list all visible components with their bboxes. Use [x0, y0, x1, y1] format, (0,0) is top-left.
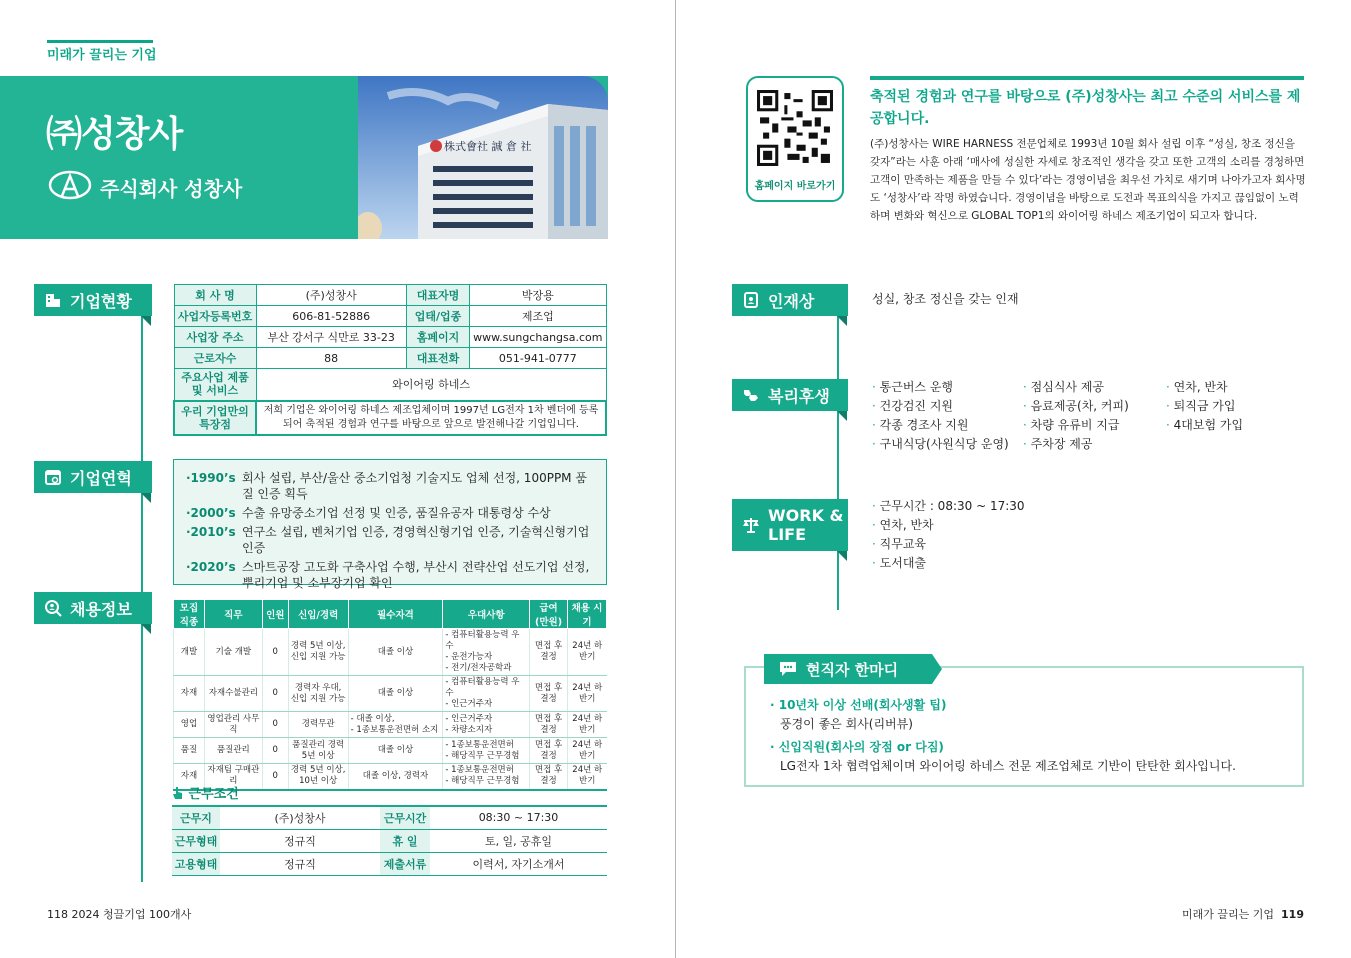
table-row	[174, 327, 606, 348]
tag-fold	[837, 316, 847, 326]
building-photo	[358, 76, 608, 239]
history-item	[186, 505, 594, 521]
answer-1: 풍경이 좋은 회사(리버뷰)	[780, 717, 913, 731]
hiring-cell: 경력 5년 이상, 신입 지원 가능	[288, 629, 348, 676]
table-row	[174, 369, 606, 401]
intro-body: (주)성창사는 WIRE HARNESS 전문업체로 1993년 10월 회사 설립 이후 “성실, 창조 정신을 갖자”라는 사훈 아래 ‘매사에 성실한 자세로 창조적인 생각을 갖고 또한 고객의 소리를 경청하면 고객이 만족하는 제품을 만들 수 있다’라는 경영이념을 최우선 가치로 새기며 나아가고자 회사명도 ‘성창사’라 작명 하였습니다. 경영이념을 바탕으로 도전과 목표의식을 가지고 끊임없이 노력하며 변화와 혁신으로 GLOBAL TOP1의 와이어링 하네스 제조기업이 되고자 합니다.	[870, 138, 1306, 222]
history-item	[186, 470, 594, 502]
page-number: 119	[1281, 908, 1304, 921]
cond-value: 정규직	[220, 852, 380, 875]
table-row	[172, 852, 607, 875]
hiring-cell: 면접 후 결정	[530, 676, 568, 712]
info-value: 051-941-0777	[470, 348, 606, 369]
table-row	[174, 401, 606, 435]
scale-icon	[742, 516, 760, 534]
hiring-cell: 대졸 이상, 경력자	[348, 764, 443, 790]
column-header: 신입/경력	[288, 600, 348, 629]
hiring-cell: 경력자 우대, 신입 지원 가능	[288, 676, 348, 712]
employee-voice-tag	[764, 654, 932, 684]
list-item: · 차량 유류비 지급	[1023, 418, 1120, 432]
history-text: 스마트공장 고도화 구축사업 수행, 부산시 전략산업 선도기업 선정, 뿌리기업 및 소부장기업 확인	[242, 560, 590, 590]
table-row	[174, 738, 607, 764]
hiring-cell: 자재수불관리	[204, 676, 262, 712]
conditions-table	[172, 805, 607, 876]
table-row	[174, 348, 606, 369]
hiring-cell: 0	[262, 629, 288, 676]
history-year: ·2010’s	[186, 525, 236, 539]
section-status-tag	[34, 284, 152, 316]
info-value: 606-81-52886	[256, 306, 406, 327]
welfare-col-2	[1023, 378, 1129, 454]
hiring-header-row	[174, 600, 607, 629]
intro-rule	[870, 76, 1304, 80]
cond-value: 정규직	[220, 829, 380, 852]
info-label: 주요사업 제품 및 서비스	[174, 369, 256, 401]
cond-value: 08:30 ~ 17:30	[430, 806, 607, 829]
history-text: 연구소 설립, 벤처기업 인증, 경영혁신형기업 인증, 기술혁신형기업 인증	[242, 525, 590, 555]
hiring-cell: 경력무관	[288, 712, 348, 738]
info-value: 88	[256, 348, 406, 369]
section-welfare-label: 복리후생	[768, 386, 830, 406]
question-1: · 10년차 이상 선배(회사생활 팁)	[770, 698, 947, 712]
calendar-icon	[44, 468, 62, 486]
table-row	[172, 829, 607, 852]
question-2: · 신입직원(회사의 장점 or 다짐)	[770, 740, 944, 754]
tag-fold	[141, 493, 151, 503]
hiring-cell: 24년 하반기	[568, 676, 607, 712]
hiring-cell: 24년 하반기	[568, 712, 607, 738]
hiring-cell: 0	[262, 676, 288, 712]
company-hero	[0, 76, 608, 239]
table-row	[174, 285, 606, 306]
cond-label: 휴 일	[380, 829, 430, 852]
person-search-icon	[44, 599, 62, 617]
talent-text: 성실, 창조 정신을 갖는 인재	[872, 292, 1019, 306]
history-text: 수출 유망중소기업 선정 및 인증, 품질유공자 대통령상 수상	[242, 506, 551, 520]
company-info-table	[173, 284, 607, 436]
info-label: 사업자등록번호	[174, 306, 256, 327]
hiring-cell: - 인근거주자 - 차량소지자	[443, 712, 530, 738]
hiring-cell: 품질관리	[204, 738, 262, 764]
hiring-cell: 품질관리 경력 5년 이상	[288, 738, 348, 764]
info-label: 회 사 명	[174, 285, 256, 306]
worklife-item: 도서대출	[879, 556, 927, 570]
info-label: 대표전화	[406, 348, 469, 369]
building-icon	[44, 291, 62, 309]
section-welfare-tag	[732, 379, 848, 411]
answer-2: LG전자 1차 협력업체이며 와이어링 하네스 전문 제조업체로 기반이 탄탄한 회사입니다.	[780, 759, 1236, 773]
tag-fold	[837, 551, 847, 561]
list-item: · 퇴직금 가입	[1166, 399, 1236, 413]
speech-bubble-icon	[778, 660, 798, 678]
employee-voice-label: 현직자 한마디	[806, 660, 899, 679]
qr-label[interactable]: 홈페이지 바로가기	[754, 181, 836, 192]
section-hiring-tag	[34, 592, 152, 624]
cond-label: 근무지	[172, 806, 220, 829]
list-item: · 건강검진 지원	[872, 399, 954, 413]
hiring-cell: 0	[262, 764, 288, 790]
worklife-list	[872, 497, 1025, 573]
list-item: · 음료제공(차, 커피)	[1023, 399, 1129, 413]
section-history-tag	[34, 461, 152, 493]
worklife-label	[768, 506, 844, 544]
hiring-cell: 대졸 이상	[348, 676, 443, 712]
hiring-cell: 면접 후 결정	[530, 764, 568, 790]
company-name: ㈜성창사	[46, 114, 183, 155]
list-item: · 직무교육	[872, 537, 927, 551]
hiring-cell: 24년 하반기	[568, 738, 607, 764]
page-footer-right	[1182, 906, 1304, 922]
hiring-cell: 영업	[174, 712, 205, 738]
cond-value: (주)성창사	[220, 806, 380, 829]
section-history-label: 기업연혁	[70, 468, 132, 488]
hiring-cell: 면접 후 결정	[530, 712, 568, 738]
hiring-cell: - 대졸 이상, - 1종보통운전면허 소지	[348, 712, 443, 738]
welfare-col-3	[1166, 378, 1243, 435]
info-label: 우리 기업만의 특장점	[174, 401, 256, 435]
section-talent-tag	[732, 284, 848, 316]
company-subname: 주식회사 성창사	[100, 177, 243, 201]
timeline-line	[837, 316, 839, 610]
table-row	[174, 712, 607, 738]
history-item	[186, 559, 594, 591]
conditions-title	[172, 783, 239, 802]
intro-title: 축적된 경험과 연구를 바탕으로 (주)성창사는 최고 수준의 서비스를 제공합니다.	[870, 89, 1301, 127]
list-item: · 구내식당(사원식당 운영)	[872, 437, 1009, 451]
history-year: ·2000’s	[186, 506, 236, 520]
history-year: ·2020’s	[186, 560, 236, 574]
info-value: (주)성창사	[256, 285, 406, 306]
welfare-item: 4대보험 가입	[1173, 418, 1244, 432]
info-label: 사업장 주소	[174, 327, 256, 348]
hiring-body	[174, 629, 607, 790]
cond-value: 이력서, 자기소개서	[430, 852, 607, 875]
hiring-cell: - 컴퓨터활용능력 우수 - 운전가능자 - 전기/전자공학과	[443, 629, 530, 676]
history-item	[186, 524, 594, 556]
history-text: 회사 설립, 부산/울산 중소기업청 기술지도 업체 선정, 100PPM 품질 인증 획득	[242, 471, 587, 501]
column-header: 모집 직종	[174, 600, 205, 629]
list-item: · 통근버스 운행	[872, 380, 954, 394]
tag-fold	[141, 316, 151, 326]
welfare-col-1	[872, 378, 1009, 454]
hiring-cell: 기술 개발	[204, 629, 262, 676]
hiring-cell: 0	[262, 738, 288, 764]
cond-label: 제출서류	[380, 852, 430, 875]
hiring-cell: 대졸 이상	[348, 629, 443, 676]
info-value: 부산 강서구 식만로 33-23	[256, 327, 406, 348]
welfare-item: 음료제공(차, 커피)	[1030, 399, 1129, 413]
cond-label: 근무시간	[380, 806, 430, 829]
column-header: 채용 시기	[568, 600, 607, 629]
column-header: 필수자격	[348, 600, 443, 629]
hiring-cell: 자재팀 구매관리	[204, 764, 262, 790]
footer-text: 미래가 끌리는 기업	[1182, 908, 1275, 921]
list-item: · 근무시간 : 08:30 ~ 17:30	[872, 499, 1025, 513]
tag-fold	[141, 624, 151, 634]
section-status-label: 기업현황	[70, 291, 132, 311]
cond-value: 토, 일, 공휴일	[430, 829, 607, 852]
cond-label: 근무형태	[172, 829, 220, 852]
hiring-cell: 개발	[174, 629, 205, 676]
history-year: ·1990’s	[186, 471, 236, 485]
table-row	[172, 806, 607, 829]
worklife-item: 직무교육	[879, 537, 927, 551]
info-value: 와이어링 하네스	[256, 369, 606, 401]
welfare-item: 점심식사 제공	[1030, 380, 1105, 394]
welfare-item: 구내식당(사원식당 운영)	[879, 437, 1009, 451]
tag-arrow	[932, 654, 942, 684]
tag-fold	[837, 411, 847, 421]
info-label: 근로자수	[174, 348, 256, 369]
hiring-cell: - 1종보통운전면허 - 해당직무 근무경험	[443, 738, 530, 764]
welfare-item: 통근버스 운행	[879, 380, 954, 394]
hand-pointer-icon	[172, 786, 184, 800]
right-page	[676, 0, 1351, 958]
column-header: 급여 (만원)	[530, 600, 568, 629]
page-footer-left: 118 2024 청끌기업 100개사	[47, 908, 192, 921]
list-item: · 주차장 제공	[1023, 437, 1093, 451]
handshake-icon	[742, 386, 760, 404]
hiring-cell: 품질	[174, 738, 205, 764]
worklife-item: 연차, 반차	[879, 518, 934, 532]
section-talent-label: 인재상	[768, 291, 815, 311]
conditions-title-text: 근무조건	[188, 787, 239, 802]
section-worklife-tag	[732, 499, 848, 551]
welfare-item: 퇴직금 가입	[1173, 399, 1236, 413]
worklife-label-line2: LIFE	[768, 525, 807, 544]
hiring-cell: 0	[262, 712, 288, 738]
info-label: 홈페이지	[406, 327, 469, 348]
hiring-cell: 경력 5년 이상, 10년 이상	[288, 764, 348, 790]
section-hiring-label: 채용정보	[70, 599, 132, 619]
column-header: 직무	[204, 600, 262, 629]
worklife-item: 근무시간 : 08:30 ~ 17:30	[879, 499, 1025, 513]
list-item: · 연차, 반차	[872, 518, 934, 532]
qr-code-icon[interactable]	[757, 90, 833, 166]
worklife-label-line1: WORK &	[768, 506, 844, 525]
hiring-cell: 24년 하반기	[568, 629, 607, 676]
list-item: · 4대보험 가입	[1166, 418, 1244, 432]
list-item: · 연차, 반차	[1166, 380, 1228, 394]
header-rule	[47, 40, 153, 43]
building-sign: 株式會社 誠 倉 社	[444, 140, 532, 153]
table-row	[174, 306, 606, 327]
list-item: · 각종 경조사 지원	[872, 418, 969, 432]
hiring-cell: 자재	[174, 676, 205, 712]
table-row	[174, 676, 607, 712]
list-item: · 도서대출	[872, 556, 927, 570]
column-header: 인원	[262, 600, 288, 629]
welfare-item: 차량 유류비 지급	[1030, 418, 1120, 432]
column-header: 우대사항	[443, 600, 530, 629]
header-label: 미래가 끌리는 기업	[47, 48, 157, 63]
list-item: · 점심식사 제공	[1023, 380, 1105, 394]
info-value: 제조업	[470, 306, 606, 327]
hiring-cell: - 1종보통운전면허 - 해당직무 근무경험	[443, 764, 530, 790]
cond-label: 고용형태	[172, 852, 220, 875]
hiring-cell: 대졸 이상	[348, 738, 443, 764]
homepage-link[interactable]: www.sungchangsa.com	[470, 327, 606, 348]
hiring-cell: 면접 후 결정	[530, 629, 568, 676]
id-badge-icon	[742, 291, 760, 309]
hiring-cell: 자재	[174, 764, 205, 790]
welfare-item: 주차장 제공	[1030, 437, 1093, 451]
history-box	[173, 459, 607, 590]
info-value: 저희 기업은 와이어링 하네스 제조업체이며 1997년 LG전자 1차 벤더에 등록되어 축적된 경험과 연구를 바탕으로 앞으로 발전해나갈 기업입니다.	[256, 401, 606, 435]
info-label: 대표자명	[406, 285, 469, 306]
hiring-cell: 24년 하반기	[568, 764, 607, 790]
left-page	[0, 0, 675, 958]
welfare-item: 연차, 반차	[1173, 380, 1228, 394]
qr-code-card[interactable]	[746, 76, 844, 202]
table-row	[174, 629, 607, 676]
info-label: 업태/업종	[406, 306, 469, 327]
hiring-cell: 영업관리 사무직	[204, 712, 262, 738]
hiring-table	[173, 599, 607, 791]
info-value: 박장용	[470, 285, 606, 306]
company-logo-icon	[48, 170, 92, 200]
hiring-cell: 면접 후 결정	[530, 738, 568, 764]
hiring-cell: - 컴퓨터활용능력 우수 - 인근거주자	[443, 676, 530, 712]
welfare-item: 각종 경조사 지원	[879, 418, 969, 432]
welfare-item: 건강검진 지원	[879, 399, 954, 413]
